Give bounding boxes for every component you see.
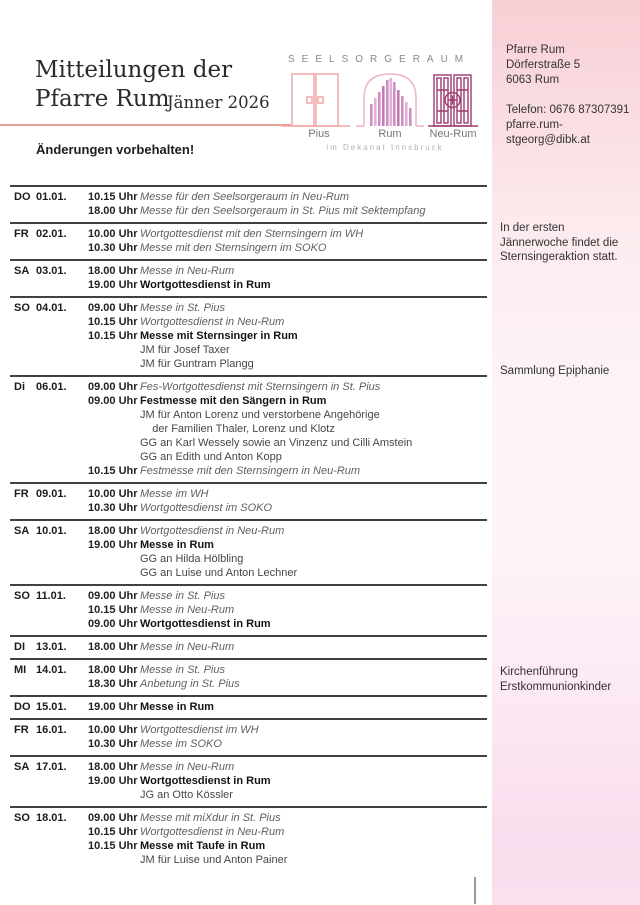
entry-time-spacer (88, 408, 140, 422)
entry-time: 09.00 Uhr (88, 812, 138, 824)
entry-time: 19.00 Uhr (88, 539, 138, 551)
entry-list (88, 487, 487, 515)
date-label: 14.01. (36, 664, 67, 676)
entry-list (88, 811, 487, 867)
entry-list (88, 227, 487, 255)
subentry-text: GG an Edith und Anton Kopp (140, 451, 282, 463)
entry-time-spacer (88, 552, 140, 566)
entry-text: Messe in St. Pius (140, 302, 225, 314)
schedule-entry (88, 603, 487, 617)
subentry-text: der Familien Thaler, Lorenz und Klotz (140, 423, 335, 435)
entry-time: 10.15 Uhr (88, 604, 138, 616)
date-label: 11.01. (36, 590, 66, 602)
schedule-subentry (88, 450, 487, 464)
entry-time-spacer (88, 788, 140, 802)
seelsorgeraum-wordmark: SEELSORGERAUM (288, 54, 471, 65)
day-label: FR (14, 488, 29, 500)
entry-time: 10.30 Uhr (88, 738, 138, 750)
schedule-subentry (88, 566, 487, 580)
schedule-entry (88, 811, 487, 825)
date-label: 06.01. (36, 381, 67, 393)
entry-list (88, 760, 487, 802)
schedule-day-group (10, 375, 487, 482)
sidebar (492, 0, 640, 905)
sidebar-note-kirchenfuehrung: Kirchenführung Erstkommunionkinder (500, 666, 612, 693)
entry-text: Wortgottesdienst in Rum (140, 618, 271, 630)
entry-list (88, 380, 487, 478)
entry-time: 10.15 Uhr (88, 465, 138, 477)
dekanat-subtitle: im Dekanat Innsbruck (326, 143, 444, 152)
entry-time-spacer (88, 436, 140, 450)
entry-list (88, 524, 487, 580)
contact-city: 6063 Rum (506, 74, 560, 86)
entry-text: Fes-Wortgottesdienst mit Sternsingern in St. Pius (140, 381, 381, 393)
schedule-entry (88, 839, 487, 853)
contact-phone: Telefon: 0676 87307391 (506, 104, 630, 116)
entry-text: Messe für den Seelsorgeraum in Neu-Rum (140, 191, 350, 203)
contact-spacer (506, 88, 634, 103)
entry-time: 10.00 Uhr (88, 724, 138, 736)
entry-text: Messe in Rum (140, 701, 214, 713)
entry-time: 10.15 Uhr (88, 316, 138, 328)
schedule-day-group (10, 755, 487, 806)
entry-text: Messe in Neu-Rum (140, 604, 235, 616)
day-label: SO (14, 302, 30, 314)
entry-time: 09.00 Uhr (88, 590, 138, 602)
entry-time: 10.00 Uhr (88, 228, 138, 240)
entry-time: 18.00 Uhr (88, 761, 138, 773)
schedule-entry (88, 394, 487, 408)
schedule-entry (88, 589, 487, 603)
subentry-text: JM für Anton Lorenz und verstorbene Angehörige (140, 409, 380, 421)
schedule-entry (88, 774, 487, 788)
date-label: 17.01. (36, 761, 67, 773)
schedule-day-group (10, 482, 487, 519)
entry-list (88, 723, 487, 751)
date-label: 04.01. (36, 302, 67, 314)
contact-block (506, 43, 634, 148)
date-label: 13.01. (36, 641, 67, 653)
schedule-day-group (10, 806, 487, 871)
entry-text: Wortgottesdienst in Neu-Rum (140, 826, 285, 838)
neu-rum-door-icon (428, 75, 478, 126)
schedule-entry (88, 301, 487, 315)
entry-text: Messe im SOKO (140, 738, 222, 750)
schedule-entry (88, 617, 487, 631)
entry-text: Messe in Rum (140, 539, 214, 551)
day-label: DO (14, 701, 31, 713)
schedule-day-group (10, 695, 487, 718)
schedule-subentry (88, 408, 487, 422)
entry-text: Wortgottesdienst in Neu-Rum (140, 525, 285, 537)
entry-text: Messe für den Seelsorgeraum in St. Pius mit Sektempfang (140, 205, 426, 217)
schedule-day-group (10, 259, 487, 296)
entry-text: Messe mit Taufe in Rum (140, 840, 266, 852)
schedule-entry (88, 315, 487, 329)
entry-text: Messe in Neu-Rum (140, 641, 235, 653)
date-label: 16.01. (36, 724, 67, 736)
schedule-entry (88, 278, 487, 292)
schedule-entry (88, 329, 487, 343)
entry-time: 10.15 Uhr (88, 191, 138, 203)
entry-text: Wortgottesdienst mit den Sternsingern im WH (140, 228, 364, 240)
entry-time: 10.30 Uhr (88, 242, 138, 254)
schedule-subentry (88, 552, 487, 566)
subentry-text: JM für Josef Taxer (140, 344, 230, 356)
schedule-subentry (88, 436, 487, 450)
entry-text: Wortgottesdienst in Rum (140, 775, 271, 787)
entry-text: Anbetung in St. Pius (140, 678, 240, 690)
schedule-entry (88, 737, 487, 751)
date-label: 18.01. (36, 812, 67, 824)
entry-text: Messe mit den Sternsingern im SOKO (140, 242, 327, 254)
schedule-entry (88, 538, 487, 552)
schedule-day-group (10, 222, 487, 259)
issue-month: Jänner 2026 (167, 93, 270, 112)
schedule-entry (88, 760, 487, 774)
entry-text: Festmesse mit den Sängern in Rum (140, 395, 327, 407)
entry-time: 18.30 Uhr (88, 678, 138, 690)
entry-time: 19.00 Uhr (88, 701, 138, 713)
schedule-entry (88, 723, 487, 737)
entry-time-spacer (88, 357, 140, 371)
entry-time-spacer (88, 566, 140, 580)
site-label-neu-rum: Neu-Rum (429, 128, 477, 140)
page-title-line1: Mitteilungen der (35, 57, 233, 83)
contact-name: Pfarre Rum (506, 44, 565, 56)
entry-list (88, 589, 487, 631)
changes-notice: Änderungen vorbehalten! (36, 142, 195, 157)
date-label: 09.01. (36, 488, 67, 500)
subentry-text: JG an Otto Kössler (140, 789, 233, 801)
day-label: DO (14, 191, 31, 203)
schedule-entry (88, 677, 487, 691)
schedule-entry (88, 227, 487, 241)
page-title-line2: Pfarre Rum (35, 86, 170, 112)
entry-text: Messe in Neu-Rum (140, 265, 235, 277)
entry-time: 19.00 Uhr (88, 279, 138, 291)
page-margin-mark (474, 877, 476, 904)
entry-time-spacer (88, 422, 140, 436)
entry-text: Festmesse mit den Sternsingern in Neu-Rum (140, 465, 361, 477)
church-doors-logo-icon (278, 64, 478, 130)
day-label: SO (14, 590, 30, 602)
rum-door-icon (356, 74, 424, 126)
schedule-subentry (88, 422, 487, 436)
date-label: 10.01. (36, 525, 67, 537)
schedule-day-group (10, 635, 487, 658)
entry-list (88, 190, 487, 218)
header-divider (0, 124, 291, 126)
date-label: 15.01. (36, 701, 67, 713)
entry-time: 10.00 Uhr (88, 488, 138, 500)
entry-time: 09.00 Uhr (88, 302, 138, 314)
contact-street: Dörferstraße 5 (506, 59, 581, 71)
schedule-day-group (10, 718, 487, 755)
entry-time: 09.00 Uhr (88, 395, 138, 407)
sidebar-note-sammlung-epiphanie: Sammlung Epiphanie (500, 365, 610, 377)
schedule-day-group (10, 185, 487, 222)
entry-time: 18.00 Uhr (88, 641, 138, 653)
entry-text: Wortgottesdienst in Neu-Rum (140, 316, 285, 328)
day-label: FR (14, 724, 29, 736)
day-label: SO (14, 812, 30, 824)
schedule-subentry (88, 357, 487, 371)
schedule-entry (88, 487, 487, 501)
schedule-entry (88, 190, 487, 204)
entry-time: 09.00 Uhr (88, 618, 138, 630)
day-label: MI (14, 664, 27, 676)
schedule-day-group (10, 658, 487, 695)
entry-time-spacer (88, 853, 140, 867)
entry-time: 19.00 Uhr (88, 775, 138, 787)
entry-text: Wortgottesdienst im WH (140, 724, 259, 736)
day-label: SA (14, 525, 30, 537)
site-label-rum: Rum (378, 128, 402, 140)
subentry-text: GG an Karl Wessely sowie an Vinzenz und Cilli Amstein (140, 437, 413, 449)
entry-time: 10.15 Uhr (88, 330, 138, 342)
date-label: 03.01. (36, 265, 67, 277)
entry-text: Messe in St. Pius (140, 664, 225, 676)
schedule-entry (88, 640, 487, 654)
schedule-day-group (10, 519, 487, 584)
entry-time: 09.00 Uhr (88, 381, 138, 393)
schedule-entry (88, 501, 487, 515)
entry-list (88, 264, 487, 292)
schedule-entry (88, 464, 487, 478)
entry-time-spacer (88, 450, 140, 464)
schedule-day-group (10, 296, 487, 375)
entry-time: 10.30 Uhr (88, 502, 138, 514)
subentry-text: JM für Luise und Anton Painer (140, 854, 288, 866)
schedule-entry (88, 204, 487, 218)
sidebar-note-sternsingeraktion: In der ersten Jännerwoche findet die Sternsingeraktion statt. (500, 222, 619, 263)
site-label-pius: Pius (308, 128, 330, 140)
entry-list (88, 640, 487, 654)
entry-time: 18.00 Uhr (88, 265, 138, 277)
entry-time: 18.00 Uhr (88, 664, 138, 676)
entry-time: 18.00 Uhr (88, 525, 138, 537)
schedule-entry (88, 825, 487, 839)
pius-door-icon (281, 74, 350, 126)
schedule-entry (88, 380, 487, 394)
day-label: SA (14, 265, 30, 277)
entry-list (88, 301, 487, 371)
contact-email: pfarre.rum-stgeorg@dibk.at (506, 119, 590, 146)
schedule-subentry (88, 853, 487, 867)
date-label: 02.01. (36, 228, 67, 240)
subentry-text: JM für Guntram Plangg (140, 358, 254, 370)
subentry-text: GG an Luise und Anton Lechner (140, 567, 298, 579)
schedule-subentry (88, 343, 487, 357)
schedule-entry (88, 700, 487, 714)
entry-time: 18.00 Uhr (88, 205, 138, 217)
entry-time: 10.15 Uhr (88, 826, 138, 838)
entry-text: Messe in Neu-Rum (140, 761, 235, 773)
schedule-subentry (88, 788, 487, 802)
day-label: FR (14, 228, 29, 240)
entry-list (88, 700, 487, 714)
day-label: Di (14, 381, 25, 393)
date-label: 01.01. (36, 191, 67, 203)
schedule-day-group (10, 584, 487, 635)
entry-text: Messe mit Sternsinger in Rum (140, 330, 298, 342)
entry-text: Wortgottesdienst in Rum (140, 279, 271, 291)
entry-text: Wortgottesdienst im SOKO (140, 502, 273, 514)
entry-text: Messe im WH (140, 488, 209, 500)
entry-time-spacer (88, 343, 140, 357)
entry-time: 10.15 Uhr (88, 840, 138, 852)
schedule-entry (88, 241, 487, 255)
entry-text: Messe mit miXdur in St. Pius (140, 812, 281, 824)
schedule-table (10, 185, 487, 871)
entry-list (88, 663, 487, 691)
day-label: SA (14, 761, 30, 773)
schedule-entry (88, 264, 487, 278)
schedule-entry (88, 663, 487, 677)
day-label: DI (14, 641, 25, 653)
entry-text: Messe in St. Pius (140, 590, 225, 602)
schedule-entry (88, 524, 487, 538)
subentry-text: GG an Hilda Hölbling (140, 553, 244, 565)
